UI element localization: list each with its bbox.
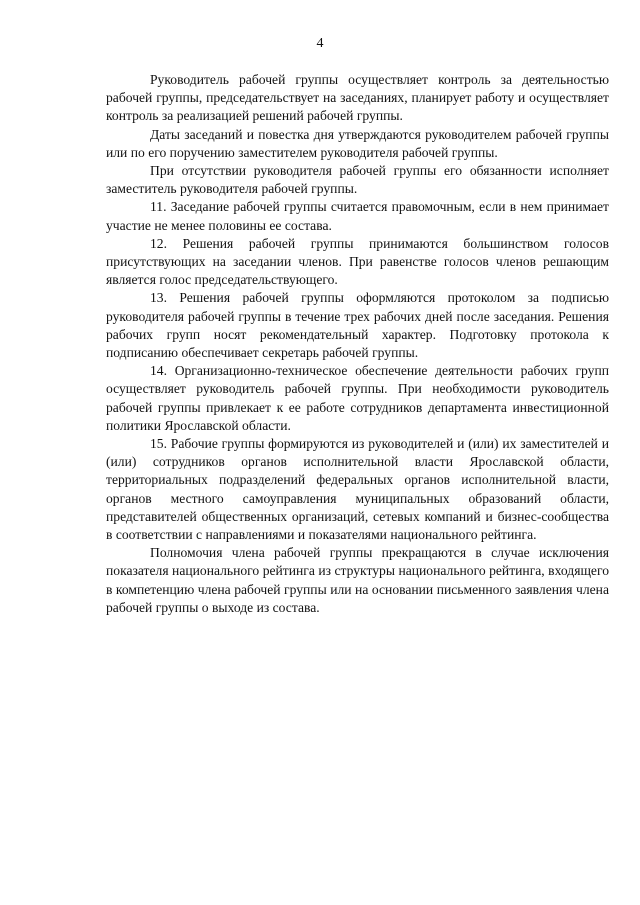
- paragraph-head-absence: При отсутствии руководителя рабочей группы его обязанности исполняет заместитель руководителя рабочей группы.: [106, 163, 609, 197]
- paragraph-15-formation: 15. Рабочие группы формируются из руководителей и (или) их заместителей и (или) сотрудников органов исполнительной власти Ярославской области, территориальных подразделений федеральных органов исполнительной власти, органов местного самоуправления муниципальных образований области, представителей общественных организаций, сетевых компаний и бизнес-сообщества в соответствии с направлениями и показателями национального рейтинга.: [106, 436, 609, 543]
- paragraph-membership-termination: Полномочия члена рабочей группы прекращаются в случае исключения показателя национального рейтинга из структуры национального рейтинга, входящего в компетенцию члена рабочей группы или на основании письменного заявления члена рабочей группы о выходе из состава.: [106, 545, 609, 615]
- paragraph-head-duties: Руководитель рабочей группы осуществляет контроль за деятельностью рабочей группы, председательствует на заседаниях, планирует работу и осуществляет контроль за реализацией решений рабочей группы.: [106, 72, 609, 124]
- paragraph-12-decisions: 12. Решения рабочей группы принимаются большинством голосов присутствующих на заседании членов. При равенстве голосов членов решающим является голос председательствующего.: [106, 235, 609, 288]
- document-body: [106, 71, 609, 617]
- paragraph-meeting-dates: Даты заседаний и повестка дня утверждаются руководителем рабочей группы или по его поручению заместителем руководителя рабочей группы.: [106, 126, 609, 160]
- page-number: 4: [316, 36, 324, 51]
- paragraph-13-protocol: 13. Решения рабочей группы оформляются протоколом за подписью руководителя рабочей группы в течение трех рабочих дней после заседания. Решения рабочих групп носят рекомендательный характер. Подготовку протокола к подписанию обеспечивает секретарь рабочей группы.: [106, 290, 609, 361]
- paragraph-11-quorum: 11. Заседание рабочей группы считается правомочным, если в нем принимает участие не менее половины ее состава.: [106, 199, 609, 233]
- paragraph-14-support: 14. Организационно-техническое обеспечение деятельности рабочих групп осуществляет руководитель рабочей группы. При необходимости руководитель рабочей группы привлекает к ее работе сотрудников департамента инвестиционной политики Ярославской области.: [106, 363, 609, 433]
